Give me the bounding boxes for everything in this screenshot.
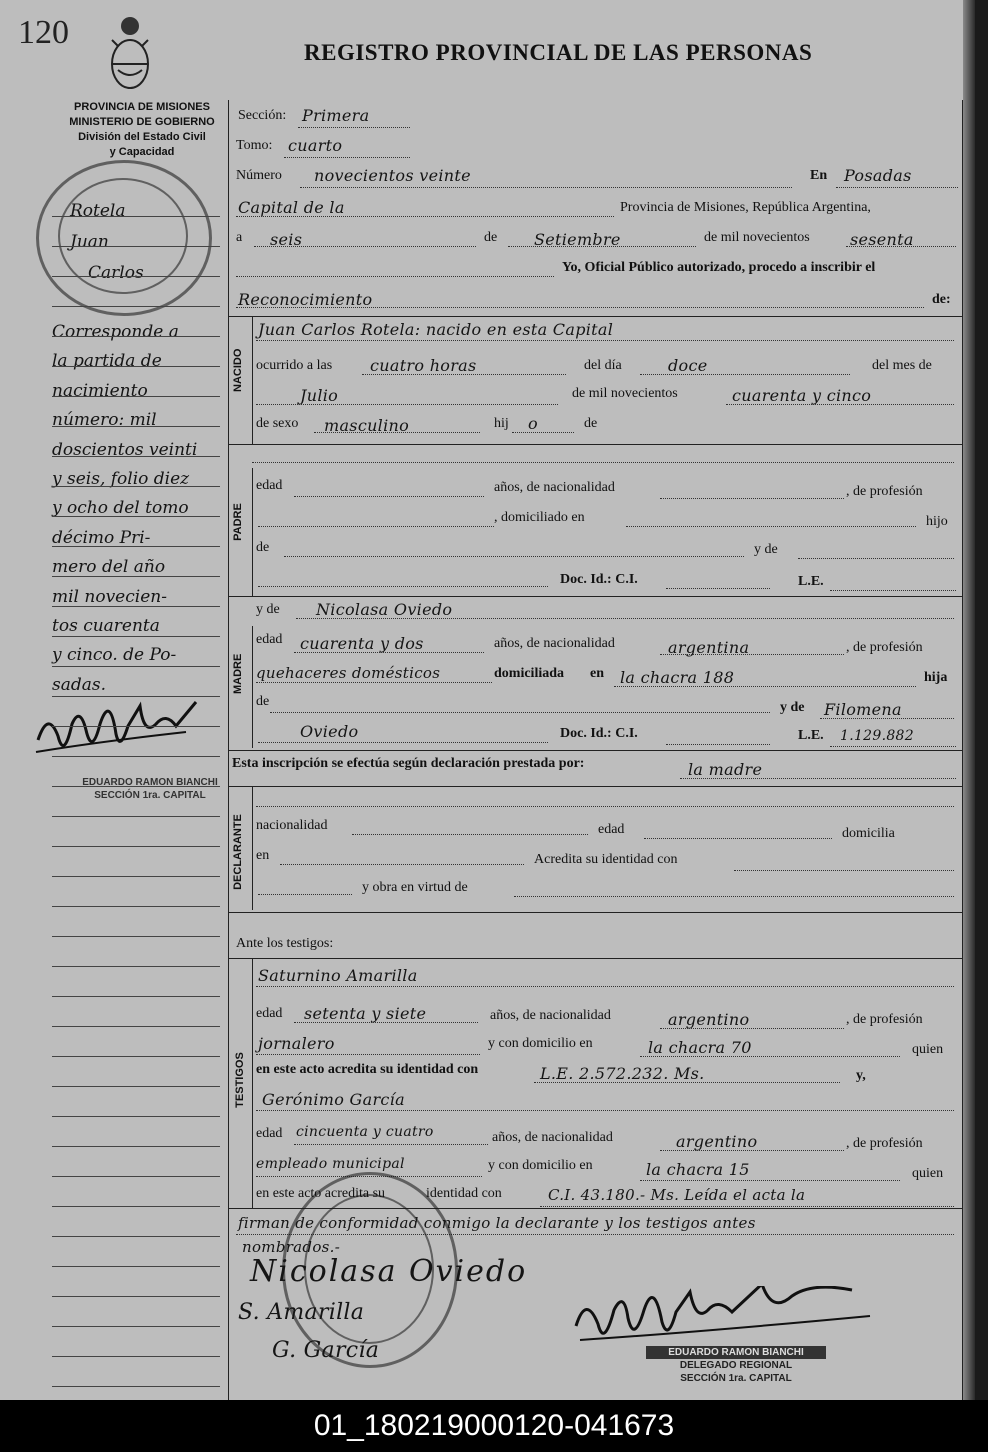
margin-ruled-line xyxy=(52,1356,220,1357)
testigo2-edad-label: edad xyxy=(256,1126,283,1141)
margin-note-line: y seis, folio diez xyxy=(52,469,190,490)
margin-ruled-line xyxy=(52,546,220,547)
agency-line-4: y Capacidad xyxy=(109,146,175,158)
anio-line xyxy=(846,246,956,247)
testigo1-domicilio-label: y con domicilio en xyxy=(488,1036,593,1051)
margin-ruled-line xyxy=(52,366,220,367)
madre-madre-line xyxy=(820,718,954,719)
madre-dom-line xyxy=(614,686,916,687)
testigo2-anios-label: años, de nacionalidad xyxy=(492,1130,613,1145)
margin-ruled-line xyxy=(52,216,220,217)
madre-nombre-value: Nicolasa Oviedo xyxy=(316,600,453,619)
margin-ruled-line xyxy=(52,1386,220,1387)
padre-y-de-label: y de xyxy=(754,542,778,557)
declarante-doc-line xyxy=(258,894,352,895)
margin-ruled-line xyxy=(52,936,220,937)
testigo1-name: Saturnino Amarilla xyxy=(258,966,418,985)
declarante-nombre-line xyxy=(256,806,954,807)
testigos-section-label: TESTIGOS xyxy=(234,1052,246,1108)
horas-line xyxy=(362,374,566,375)
margin-ruled-line xyxy=(52,1326,220,1327)
nacido-de-label: de xyxy=(584,416,598,431)
stamp-line: DELEGADO REGIONAL xyxy=(679,1360,793,1371)
testigo1-edad-label: edad xyxy=(256,1006,283,1021)
padre-de-label: de xyxy=(256,540,270,555)
declarante-section-label: DECLARANTE xyxy=(232,814,244,890)
section-rule-testigos xyxy=(228,912,962,913)
section-rule-testigos-block xyxy=(228,958,962,959)
testigo2-nac-line xyxy=(660,1150,844,1151)
testigo2-quien-label: quien xyxy=(912,1166,944,1181)
declarante-domicilia-label: domicilia xyxy=(842,826,895,841)
testigo2-acredita-label: en este acto acredita su xyxy=(256,1186,386,1201)
tomo-label: Tomo: xyxy=(236,138,273,153)
madre-section-label: MADRE xyxy=(232,653,244,694)
declarante-divider xyxy=(252,786,253,910)
capital-line xyxy=(236,216,614,217)
padre-le-label: L.E. xyxy=(798,574,824,589)
dia-nac-line xyxy=(640,374,850,375)
margin-note-line: décimo Pri- xyxy=(52,527,151,548)
margin-name-line: Juan xyxy=(70,232,109,252)
numero-label: Número xyxy=(236,168,282,183)
testigos-intro: Ante los testigos: xyxy=(236,936,334,951)
declarante-nacionalidad-label: nacionalidad xyxy=(256,818,328,833)
testigo2-edad-line xyxy=(294,1144,488,1145)
margin-note-line: Corresponde a xyxy=(52,322,179,342)
testigo1-edad-line xyxy=(294,1022,478,1023)
image-id-footer: 01_180219000120-041673 xyxy=(0,1400,988,1452)
margin-ruled-line xyxy=(52,1296,220,1297)
testigo2-profesion-label: , de profesión xyxy=(846,1136,923,1151)
madre-edad-label: edad xyxy=(256,632,283,647)
madre-edad-value: cuarenta y dos xyxy=(300,634,424,653)
dia-nac-value: doce xyxy=(668,356,708,375)
testigo2-identidad-label: identidad con xyxy=(426,1186,502,1201)
horas-value: cuatro horas xyxy=(370,356,477,375)
padre-edad-line xyxy=(294,496,484,497)
declarante-en-line xyxy=(280,864,524,865)
declaracion-value: la madre xyxy=(688,760,763,779)
margin-note-line: mero del año xyxy=(52,557,166,578)
provincia-text: Provincia de Misiones, República Argentina, xyxy=(620,200,871,215)
declaracion-text: Esta inscripción se efectúa según declaración prestada por: xyxy=(232,756,585,771)
officer-stamp-margin xyxy=(60,776,240,802)
margin-ruled-line xyxy=(52,756,220,757)
padre-section-label: PADRE xyxy=(232,503,244,541)
sexo-line xyxy=(314,432,480,433)
padre-dom-line xyxy=(626,526,916,527)
testigo2-doc-value: C.I. 43.180.- Ms. Leída el acta la xyxy=(548,1186,806,1204)
testigo1-prof-value: jornalero xyxy=(258,1034,335,1053)
margin-ruled-line xyxy=(52,846,220,847)
tomo-line xyxy=(284,157,410,158)
margin-ruled-line xyxy=(52,1056,220,1057)
en-line xyxy=(836,187,958,188)
sexo-value: masculino xyxy=(324,416,410,435)
margin-note-line: mil novecien- xyxy=(52,586,167,607)
padre-nac-line xyxy=(660,498,844,499)
margin-ruled-line xyxy=(52,516,220,517)
madre-de-label: de xyxy=(256,694,270,709)
madre-domiciliada-label: domiciliada xyxy=(494,666,565,681)
margin-ruled-line xyxy=(52,696,220,697)
testigo2-prof-value: empleado municipal xyxy=(256,1156,405,1172)
stamp-line: SECCIÓN 1ra. CAPITAL xyxy=(680,1373,792,1384)
madre-doc-label: Doc. Id.: C.I. xyxy=(560,726,638,741)
margin-ruled-line xyxy=(52,906,220,907)
seccion-value: Primera xyxy=(302,106,370,125)
mil-nov-nac-label: de mil novecientos xyxy=(572,386,678,401)
agency-line-3: División del Estado Civil xyxy=(78,131,206,143)
madre-prof-value: quehaceres domésticos xyxy=(256,664,441,682)
margin-name-line: Rotela xyxy=(70,201,126,221)
seccion-line xyxy=(298,127,410,128)
section-rule-nacido-top xyxy=(228,316,962,317)
madre-signature: Nicolasa Oviedo xyxy=(250,1254,528,1289)
madre-divider xyxy=(252,626,253,748)
padre-hijo-label: hijo xyxy=(926,514,948,529)
section-rule-declarante-top xyxy=(228,786,962,787)
madre-nac-value: argentina xyxy=(668,638,750,657)
padre-edad-label: edad xyxy=(256,478,283,493)
testigo1-prof-line xyxy=(256,1054,480,1055)
declarante-obra-label: y obra en virtud de xyxy=(362,880,468,895)
margin-note-line: tos cuarenta xyxy=(52,616,160,637)
margin-ruled-line xyxy=(52,306,220,307)
declarante-acredita-line xyxy=(734,870,954,871)
testigo1-acredita-label: en este acto acredita su identidad con xyxy=(256,1062,479,1077)
madre-le-value: 1.129.882 xyxy=(840,728,914,744)
testigo1-quien-label: quien xyxy=(912,1042,944,1057)
testigo1-nac-line xyxy=(660,1028,844,1029)
mes-nac-line xyxy=(256,404,558,405)
testigo2-domicilio-label: y con domicilio en xyxy=(488,1158,593,1173)
de-end-label: de: xyxy=(932,292,951,307)
margin-note-line: la partida de xyxy=(52,351,162,372)
declarante-edad-line xyxy=(644,838,832,839)
madre-y-de2-label: y de xyxy=(780,700,805,715)
ocurrido-label: ocurrido a las xyxy=(256,358,333,373)
del-mes-label: del mes de xyxy=(872,358,932,373)
madre-nombre-line xyxy=(296,618,954,619)
padre-le-line xyxy=(830,590,956,591)
mes-value: Setiembre xyxy=(534,230,621,249)
margin-note-line: nacimiento xyxy=(52,380,148,401)
sexo-label: de sexo xyxy=(256,416,299,431)
mes-line xyxy=(508,246,696,247)
padre-apellido-line xyxy=(258,586,548,587)
declarante-obra-line xyxy=(514,896,954,897)
margin-note-line: y cinco. de Po- xyxy=(52,645,177,666)
padre-doc-label: Doc. Id.: C.I. xyxy=(560,572,638,587)
testigo1-y-label: y, xyxy=(856,1068,866,1083)
anio-value: sesenta xyxy=(850,230,914,249)
numero-value: novecientos veinte xyxy=(314,166,471,185)
testigo2-edad-value: cincuenta y cuatro xyxy=(296,1124,434,1140)
mil-novecientos-label: de mil novecientos xyxy=(704,230,810,245)
nacido-nombre-line xyxy=(256,340,954,341)
testigos-divider xyxy=(252,958,253,1208)
testigo1-nac-value: argentino xyxy=(668,1010,750,1029)
margin-ruled-line xyxy=(52,1026,220,1027)
madre-domicilio-value: la chacra 188 xyxy=(620,668,735,687)
hij-line xyxy=(512,432,574,433)
margin-ruled-line xyxy=(52,1146,220,1147)
madre-madre-value: Filomena xyxy=(824,700,902,719)
national-coat-of-arms-icon xyxy=(104,14,156,94)
testigo2-dom-value: la chacra 15 xyxy=(646,1160,750,1179)
mes-nac-value: Julio xyxy=(300,386,339,405)
madre-en-label: en xyxy=(590,666,604,681)
tomo-value: cuarto xyxy=(288,136,343,155)
stamp-line: EDUARDO RAMON BIANCHI xyxy=(646,1346,826,1359)
madre-le-label: L.E. xyxy=(798,728,824,743)
acto-value: Reconocimiento xyxy=(238,290,373,309)
dia-line xyxy=(254,246,476,247)
margin-ruled-line xyxy=(52,336,220,337)
madre-profesion-label: , de profesión xyxy=(846,640,923,655)
testigo1-dom-value: la chacra 70 xyxy=(648,1038,752,1057)
margin-ruled-line xyxy=(52,1236,220,1237)
madre-apellido-value: Oviedo xyxy=(300,722,359,741)
madre-de-line xyxy=(270,712,770,713)
testigo1-edad-value: setenta y siete xyxy=(304,1004,427,1023)
de-label: de xyxy=(484,230,498,245)
margin-ruled-line xyxy=(52,726,220,727)
capital-value: Capital de la xyxy=(238,198,345,217)
testigo1-doc-value: L.E. 2.572.232. Ms. xyxy=(540,1064,705,1083)
margin-ruled-line xyxy=(52,456,220,457)
padre-divider xyxy=(252,468,253,596)
anio-nac-value: cuarenta y cinco xyxy=(732,386,872,405)
closing-line-1: firman de conformidad conmigo la declarante y los testigos antes xyxy=(238,1214,756,1232)
testigo2-nac-value: argentino xyxy=(676,1132,758,1151)
testigo1-anios-label: años, de nacionalidad xyxy=(490,1008,611,1023)
numero-line xyxy=(300,187,792,188)
testigo1-dom-line xyxy=(640,1056,900,1057)
testigo2-name: Gerónimo García xyxy=(262,1090,405,1109)
en-value: Posadas xyxy=(844,166,912,185)
en-label: En xyxy=(810,168,828,183)
del-dia-label: del día xyxy=(584,358,622,373)
margin-ruled-line xyxy=(52,666,220,667)
margin-note-line: y ocho del tomo xyxy=(52,498,189,519)
padre-anios-label: años, de nacionalidad xyxy=(494,480,615,495)
margin-ruled-line xyxy=(52,636,220,637)
margin-name-line: Carlos xyxy=(88,263,144,283)
officer-signature-margin xyxy=(30,700,220,780)
margin-note-line: doscientos veinti xyxy=(52,439,198,460)
margin-ruled-line xyxy=(52,1086,220,1087)
section-rule-padre-top xyxy=(228,444,962,445)
agency-line-2: MINISTERIO DE GOBIERNO xyxy=(69,116,215,128)
margin-ruled-line xyxy=(52,966,220,967)
margin-ruled-line xyxy=(52,246,220,247)
margin-ruled-line xyxy=(52,606,220,607)
margin-ruled-line xyxy=(52,1266,220,1267)
madre-edad-line xyxy=(294,652,484,653)
margin-ruled-line xyxy=(52,276,220,277)
nacido-de-line xyxy=(252,462,954,463)
section-rule-madre-top xyxy=(228,596,962,597)
stamp-line: SECCIÓN 1ra. CAPITAL xyxy=(94,790,206,801)
padre-domiciliado-label: , domiciliado en xyxy=(494,510,585,525)
margin-note-line: número: mil xyxy=(52,410,157,431)
madre-nac-line xyxy=(660,654,844,655)
nacido-divider xyxy=(252,316,253,444)
officer-stamp-bottom xyxy=(646,1346,826,1385)
blank-line xyxy=(236,276,554,277)
madre-y-de-label: y de xyxy=(256,602,280,617)
testigo1-profesion-label: , de profesión xyxy=(846,1012,923,1027)
padre-de-line xyxy=(284,556,744,557)
right-border xyxy=(962,100,963,1400)
page-number: 120 xyxy=(18,14,69,51)
madre-prof-line xyxy=(256,682,492,683)
madre-anios-label: años, de nacionalidad xyxy=(494,636,615,651)
madre-hija-label: hija xyxy=(924,670,948,685)
testigo1-signature: S. Amarilla xyxy=(238,1300,365,1325)
margin-ruled-line xyxy=(52,486,220,487)
margin-note xyxy=(52,318,197,700)
margin-ruled-line xyxy=(52,786,220,787)
margin-ruled-line xyxy=(52,816,220,817)
anio-nac-line xyxy=(726,404,954,405)
a-label: a xyxy=(236,230,243,245)
oficial-text: Yo, Oficial Público autorizado, procedo a inscribir el xyxy=(562,260,876,275)
nacido-nombre-value: Juan Carlos Rotela: nacido en esta Capital xyxy=(258,320,614,339)
section-rule-declaracion xyxy=(228,750,962,751)
margin-ruled-line xyxy=(52,1206,220,1207)
acto-line xyxy=(236,307,924,308)
nacido-section-label: NACIDO xyxy=(232,348,244,392)
agency-line-1: PROVINCIA DE MISIONES xyxy=(74,101,210,113)
testigo2-signature: G. García xyxy=(272,1338,380,1363)
padre-prof-line xyxy=(258,526,494,527)
dia-value: seis xyxy=(270,230,303,249)
testigo2-doc-line xyxy=(540,1206,954,1207)
declarante-nac-line xyxy=(352,834,588,835)
document-title: REGISTRO PROVINCIAL DE LAS PERSONAS xyxy=(304,40,813,65)
madre-le-line xyxy=(830,746,956,747)
declarante-edad-label: edad xyxy=(598,822,625,837)
margin-ruled-line xyxy=(52,426,220,427)
padre-ci-line xyxy=(666,588,770,589)
margin-ruled-line xyxy=(52,396,220,397)
testigo2-dom-line xyxy=(640,1180,900,1181)
seccion-label: Sección: xyxy=(238,108,287,123)
declaracion-line xyxy=(680,778,956,779)
margin-ruled-line xyxy=(52,1176,220,1177)
madre-ci-line xyxy=(666,744,770,745)
hij-label: hij xyxy=(494,416,509,431)
testigo1-doc-line xyxy=(534,1082,840,1083)
padre-profesion-label: , de profesión xyxy=(846,484,923,499)
hij-value: o xyxy=(528,414,538,433)
madre-apellido-line xyxy=(258,742,548,743)
margin-ruled-line xyxy=(52,996,220,997)
declarante-en-label: en xyxy=(256,848,270,863)
margin-ruled-line xyxy=(52,576,220,577)
declarante-acredita-label: Acredita su identidad con xyxy=(534,852,678,867)
agency-block xyxy=(42,100,242,160)
testigo2-name-line xyxy=(256,1110,954,1111)
margin-note-line: sadas. xyxy=(52,674,107,695)
testigo1-name-line xyxy=(256,986,954,987)
stamp-line: EDUARDO RAMON BIANCHI xyxy=(82,777,218,788)
margin-ruled-line xyxy=(52,1116,220,1117)
margin-ruled-line xyxy=(52,876,220,877)
padre-y-de-line xyxy=(798,558,954,559)
closing-line-2: nombrados.- xyxy=(242,1238,341,1256)
